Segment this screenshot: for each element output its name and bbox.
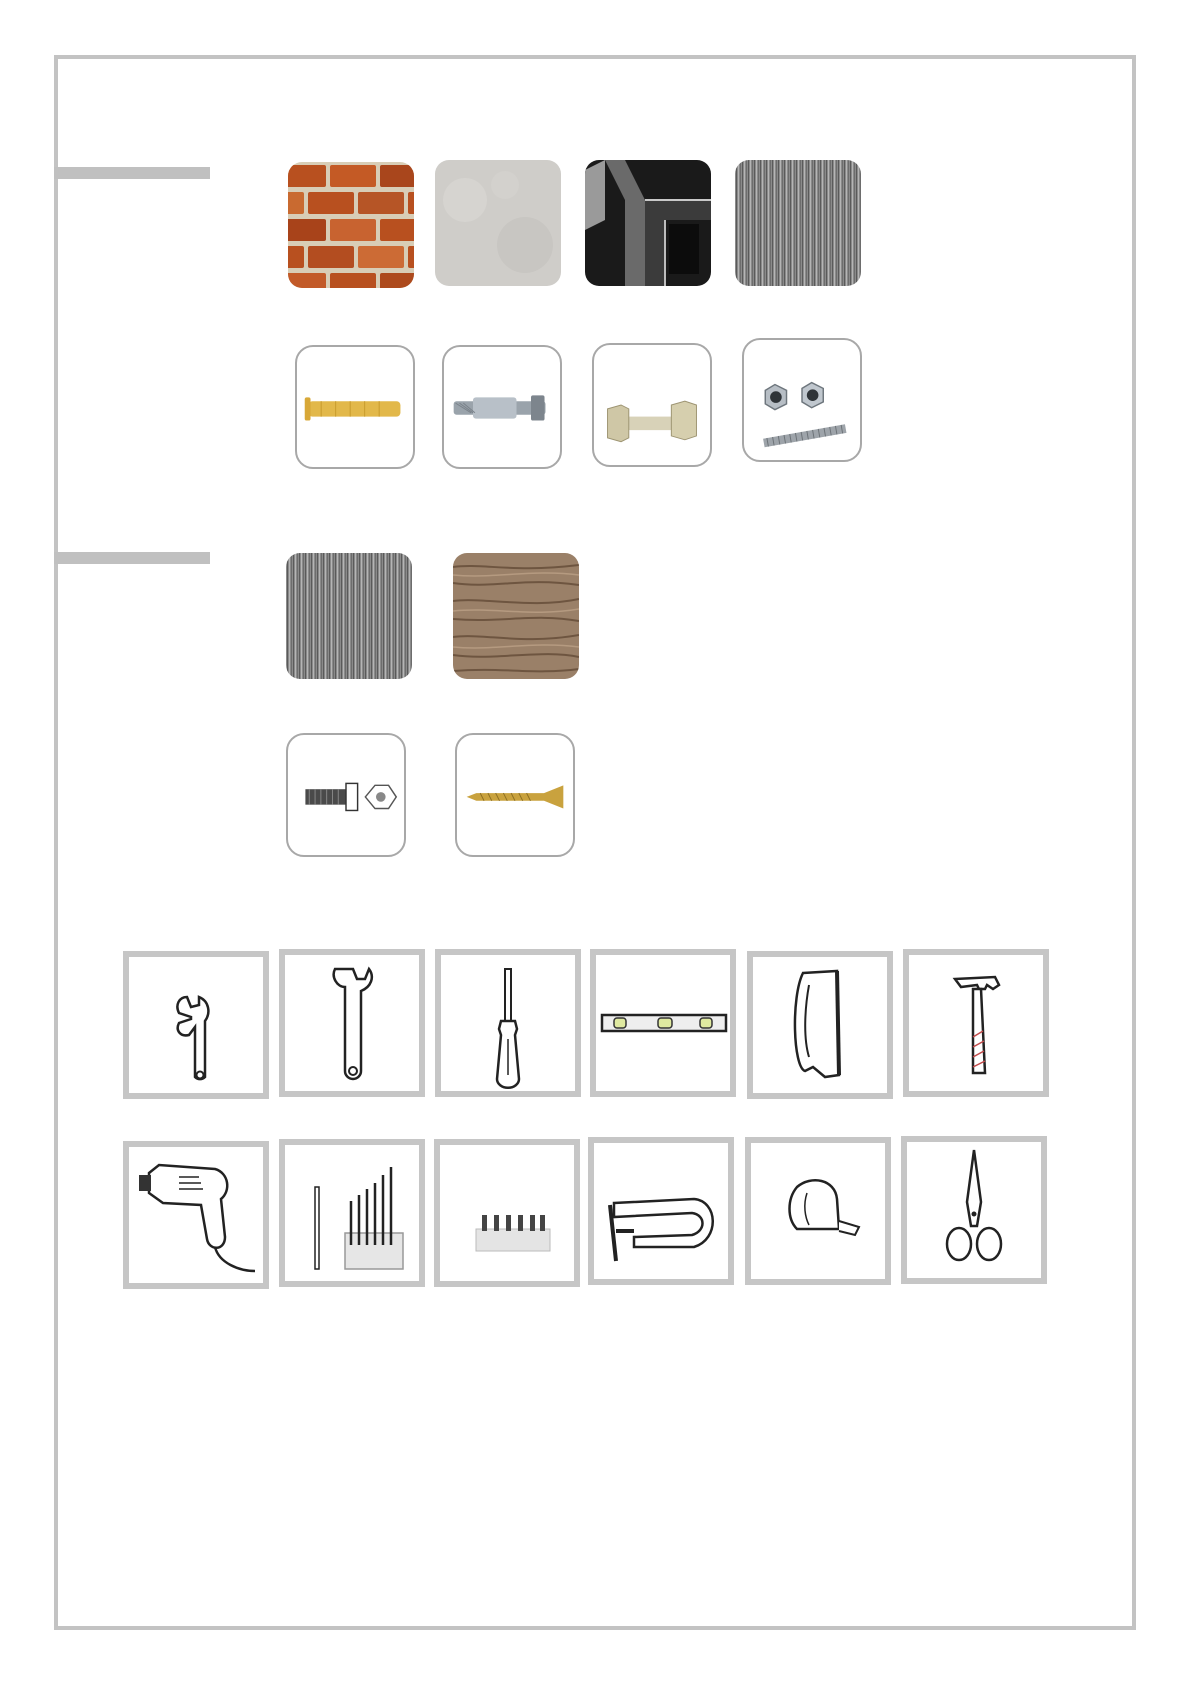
- bolt-and-hex-nut-icon: [286, 733, 406, 857]
- c-clamp-icon: [588, 1137, 734, 1285]
- brick-wall-texture: [288, 162, 414, 288]
- hacksaw-icon: [747, 951, 893, 1099]
- hammer-icon: [903, 949, 1049, 1097]
- wood-screw-icon: [455, 733, 575, 857]
- screwdriver-bit-set-icon: [434, 1139, 580, 1287]
- adjustable-wrench-icon: [123, 951, 269, 1099]
- expansion-anchor-bolt-icon: [442, 345, 562, 469]
- drill-bit-set-icon: [279, 1139, 425, 1287]
- wood-texture: [453, 553, 579, 679]
- screwdriver-icon: [435, 949, 581, 1097]
- long-wrench-icon: [279, 949, 425, 1097]
- section-2-marker: [54, 552, 210, 564]
- spirit-level-icon: [590, 949, 736, 1097]
- power-drill-icon: [123, 1141, 269, 1289]
- tape-measure-icon: [745, 1137, 891, 1285]
- page-frame: [54, 55, 1136, 1630]
- concrete-texture: [435, 160, 561, 286]
- hex-bolt-with-nut-icon: [592, 343, 712, 467]
- section-1-marker: [54, 167, 210, 179]
- threaded-rod-with-nuts-icon: [742, 338, 862, 462]
- steel-profile-texture: [585, 160, 711, 286]
- yellow-wall-plug-icon: [295, 345, 415, 469]
- scissors-icon: [901, 1136, 1047, 1284]
- brushed-metal-texture: [735, 160, 861, 286]
- brushed-metal-texture-2: [286, 553, 412, 679]
